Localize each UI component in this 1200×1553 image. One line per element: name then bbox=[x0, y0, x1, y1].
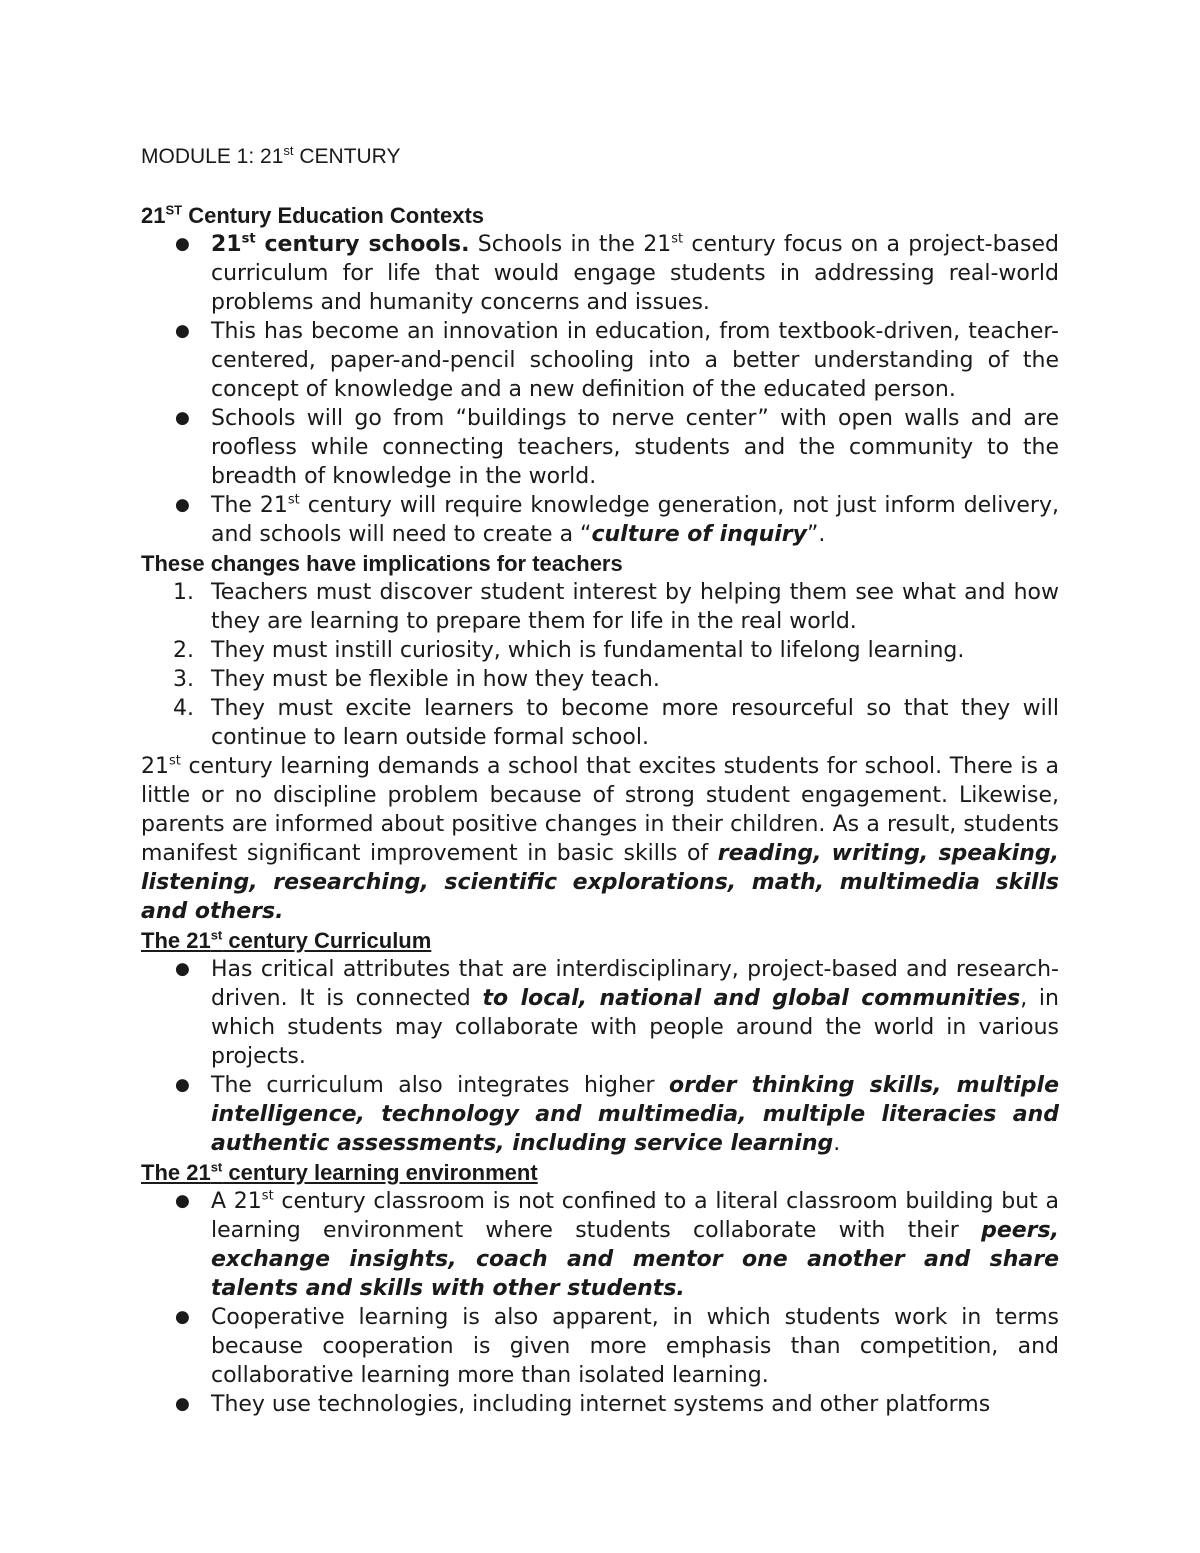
document-page bbox=[141, 142, 1059, 1419]
list-item: ● Schools will go from “buildings to nerve center” with open walls and are roofless while connecting teachers, students and the community to the breadth of knowledge in the world. bbox=[175, 406, 1059, 489]
list-item: ● Cooperative learning is also apparent, in which students work in terms because cooperation is given more emphasis than competition, and collaborative learning more than isolated learning. bbox=[175, 1305, 1059, 1388]
section-heading-contexts: 21ST Century Education Contexts bbox=[141, 202, 485, 228]
list-item: ● 21st century schools. Schools in the 21st century focus on a project-based curriculum for life that would engage students in addressing real-world problems and humanity concerns and issues. bbox=[175, 231, 1060, 315]
list-item: 4. They must excite learners to become more resourceful so that they will continue to learn outside formal school. bbox=[173, 696, 1059, 750]
bullet-icon: ● bbox=[175, 959, 190, 979]
list-item: ● Has critical attributes that are interdisciplinary, project-based and research-driven. It is connected to local, national and global communities, in which students may collaborate with people around the world in various projects. bbox=[175, 957, 1059, 1069]
environment-list bbox=[141, 1187, 1059, 1419]
section-heading-environment: The 21st century learning environment bbox=[141, 1159, 538, 1185]
bullet-icon: ● bbox=[175, 1307, 190, 1327]
bullet-icon: ● bbox=[175, 495, 190, 515]
section-heading-curriculum: The 21st century Curriculum bbox=[141, 927, 432, 953]
list-item: 3. They must be flexible in how they teach. bbox=[173, 667, 660, 692]
learning-demands-paragraph: 21st century learning demands a school that excites students for school. There is a little or no discipline problem because of strong student engagement. Likewise, parents are informed about positive changes in their children. As a result, students manifest significant improvement in basic skills of reading, writing, speaking, listening, researching, scientific explorations, math, multimedia skills and others. bbox=[141, 753, 1059, 924]
list-item: ● A 21st century classroom is not confined to a literal classroom building but a learning environment where students collaborate with their peers, exchange insights, coach and mentor one another and share talents and skills with other students. bbox=[175, 1188, 1059, 1301]
curriculum-list bbox=[141, 955, 1059, 1158]
module-title: MODULE 1: 21st CENTURY bbox=[141, 143, 401, 168]
list-item: ● They use technologies, including internet systems and other platforms bbox=[175, 1392, 991, 1417]
contexts-list bbox=[141, 230, 1059, 549]
bullet-icon: ● bbox=[175, 1191, 190, 1211]
bullet-icon: ● bbox=[175, 1394, 190, 1414]
list-item: ● The 21st century will require knowledge generation, not just inform delivery, and schools will need to create a “culture of inquiry”. bbox=[175, 492, 1059, 547]
bullet-icon: ● bbox=[175, 1075, 190, 1095]
bullet-icon: ● bbox=[175, 234, 190, 254]
bullet-icon: ● bbox=[175, 321, 190, 341]
list-item: 2. They must instill curiosity, which is fundamental to lifelong learning. bbox=[173, 638, 965, 663]
list-item: ● The curriculum also integrates higher order thinking skills, multiple intelligence, technology and multimedia, multiple literacies and authentic assessments, including service learning. bbox=[175, 1073, 1059, 1156]
bullet-icon: ● bbox=[175, 408, 190, 428]
list-item: 1. Teachers must discover student interest by helping them see what and how they are learning to prepare them for life in the real world. bbox=[173, 580, 1059, 634]
section-heading-implications: These changes have implications for teachers bbox=[141, 551, 623, 576]
implications-list bbox=[141, 578, 1059, 752]
list-item: ● This has become an innovation in education, from textbook-driven, teacher-centered, paper-and-pencil schooling into a better understanding of the concept of knowledge and a new definition of the educated person. bbox=[175, 319, 1059, 402]
